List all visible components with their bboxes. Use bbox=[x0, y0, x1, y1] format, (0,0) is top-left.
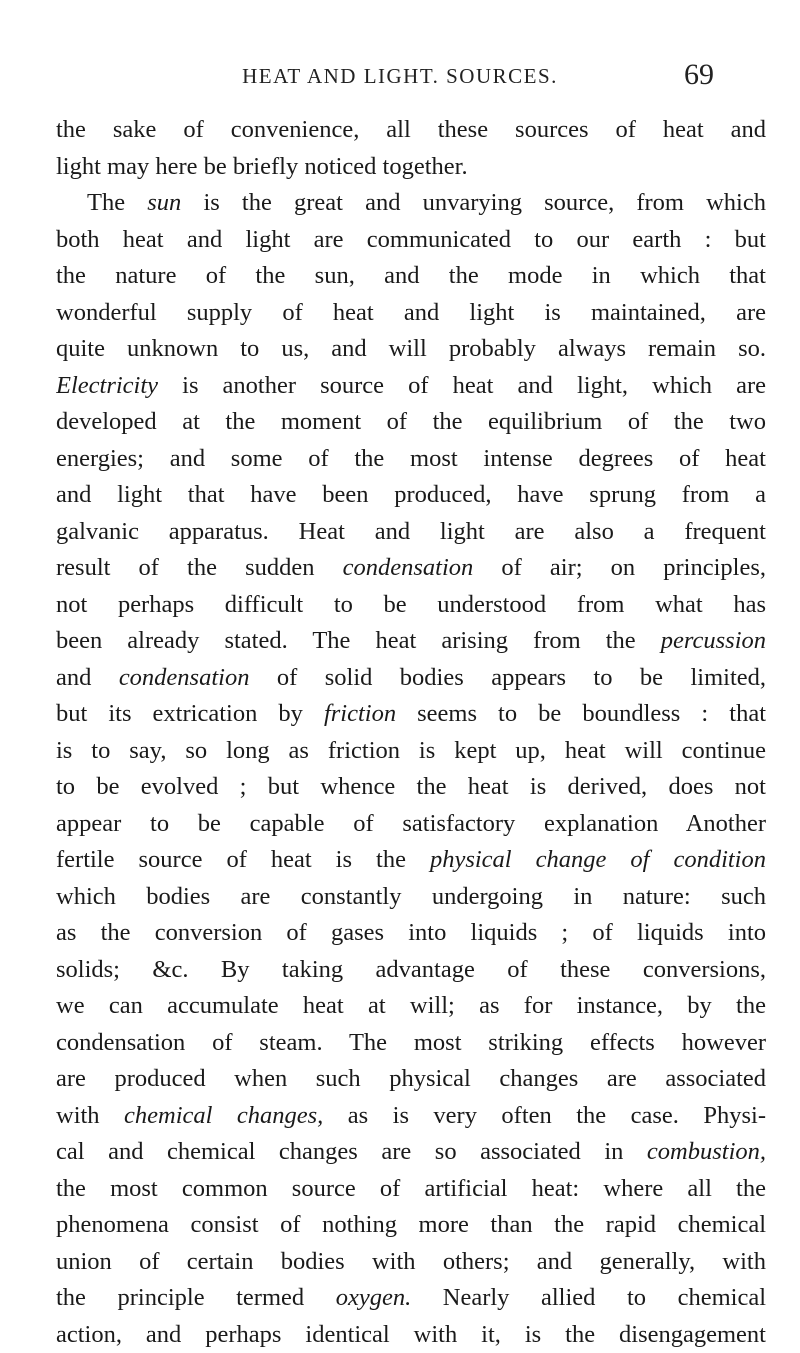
running-head bbox=[0, 58, 800, 98]
text-segment: appear to be capable of satisfactory explanation Another bbox=[56, 810, 766, 837]
text-segment: cal and chemical changes are so associated in bbox=[56, 1138, 647, 1165]
text-line bbox=[56, 806, 766, 843]
text-segment: The bbox=[87, 189, 147, 216]
text-line bbox=[56, 842, 766, 879]
text-line bbox=[56, 1207, 766, 1244]
italic-term: condensation bbox=[119, 664, 250, 691]
text-segment: action, and perhaps identical with it, is the disengagement bbox=[56, 1321, 766, 1348]
text-segment: been already stated. The heat arising from the bbox=[56, 627, 661, 654]
text-segment: and bbox=[56, 664, 119, 691]
text-segment: union of certain bodies with others; and generally, with bbox=[56, 1248, 766, 1275]
text-line bbox=[56, 441, 766, 478]
text-segment: solids; &c. By taking advantage of these conversions, bbox=[56, 956, 766, 983]
body-text bbox=[56, 112, 766, 1353]
text-line bbox=[56, 915, 766, 952]
italic-term: physical change of condition bbox=[430, 846, 766, 873]
text-line bbox=[56, 1171, 766, 1208]
text-line bbox=[56, 222, 766, 259]
text-segment: we can accumulate heat at will; as for instance, by the bbox=[56, 992, 766, 1019]
text-segment: light may here be briefly noticed together. bbox=[56, 153, 468, 180]
text-segment: as the conversion of gases into liquids ; of liquids into bbox=[56, 919, 766, 946]
italic-term: oxygen. bbox=[336, 1284, 412, 1311]
text-segment: is to say, so long as friction is kept up, heat will continue bbox=[56, 737, 766, 764]
text-line bbox=[56, 477, 766, 514]
italic-term: combustion, bbox=[647, 1138, 766, 1165]
page-number: 69 bbox=[684, 58, 714, 92]
text-segment: both heat and light are communicated to our earth : but bbox=[56, 226, 766, 253]
text-line bbox=[56, 404, 766, 441]
text-segment: fertile source of heat is the bbox=[56, 846, 430, 873]
italic-term: friction bbox=[324, 700, 396, 727]
text-line bbox=[56, 1061, 766, 1098]
italic-term: Electricity bbox=[56, 372, 158, 399]
text-line bbox=[56, 514, 766, 551]
text-line bbox=[56, 1025, 766, 1062]
text-line bbox=[56, 550, 766, 587]
text-line bbox=[56, 1098, 766, 1135]
italic-term: condensation bbox=[343, 554, 474, 581]
text-segment: condensation of steam. The most striking effects however bbox=[56, 1029, 766, 1056]
text-segment: the nature of the sun, and the mode in which that bbox=[56, 262, 766, 289]
text-segment: Nearly allied to chemical bbox=[411, 1284, 766, 1311]
text-segment: quite unknown to us, and will probably always remain so. bbox=[56, 335, 766, 362]
text-segment: of air; on principles, bbox=[473, 554, 766, 581]
text-segment: the most common source of artificial heat: where all the bbox=[56, 1175, 766, 1202]
text-segment: is another source of heat and light, which are bbox=[158, 372, 766, 399]
text-line bbox=[56, 1134, 766, 1171]
text-segment: wonderful supply of heat and light is maintained, are bbox=[56, 299, 766, 326]
text-segment: not perhaps difficult to be understood from what has bbox=[56, 591, 766, 618]
italic-term: sun bbox=[147, 189, 181, 216]
text-line bbox=[56, 258, 766, 295]
text-line bbox=[56, 295, 766, 332]
italic-term: chemical changes, bbox=[124, 1102, 323, 1129]
text-line bbox=[56, 988, 766, 1025]
text-segment: with bbox=[56, 1102, 124, 1129]
text-segment: and light that have been produced, have sprung from a bbox=[56, 481, 766, 508]
text-segment: but its extrication by bbox=[56, 700, 324, 727]
text-segment: to be evolved ; but whence the heat is derived, does not bbox=[56, 773, 766, 800]
text-line bbox=[56, 1317, 766, 1353]
text-line bbox=[56, 879, 766, 916]
text-segment: the sake of convenience, all these sources of heat and bbox=[56, 116, 766, 143]
text-line bbox=[56, 587, 766, 624]
text-segment: the principle termed bbox=[56, 1284, 336, 1311]
text-segment: is the great and unvarying source, from which bbox=[181, 189, 766, 216]
text-line bbox=[56, 952, 766, 989]
text-line bbox=[56, 623, 766, 660]
text-line bbox=[56, 696, 766, 733]
text-segment: result of the sudden bbox=[56, 554, 343, 581]
text-segment: of solid bodies appears to be limited, bbox=[249, 664, 766, 691]
text-segment: as is very often the case. Physi- bbox=[323, 1102, 766, 1129]
text-segment: energies; and some of the most intense degrees of heat bbox=[56, 445, 766, 472]
text-line bbox=[56, 149, 766, 186]
text-segment: galvanic apparatus. Heat and light are also a frequent bbox=[56, 518, 766, 545]
text-line bbox=[56, 660, 766, 697]
text-segment: seems to be boundless : that bbox=[396, 700, 766, 727]
text-segment: are produced when such physical changes are associated bbox=[56, 1065, 766, 1092]
text-line bbox=[56, 769, 766, 806]
text-line bbox=[56, 368, 766, 405]
running-title: HEAT AND LIGHT. SOURCES. bbox=[0, 64, 800, 89]
text-line bbox=[56, 733, 766, 770]
text-line bbox=[56, 1280, 766, 1317]
text-segment: developed at the moment of the equilibrium of the two bbox=[56, 408, 766, 435]
text-line bbox=[56, 185, 766, 222]
text-line bbox=[56, 331, 766, 368]
text-segment: which bodies are constantly undergoing in nature: such bbox=[56, 883, 766, 910]
italic-term: percussion bbox=[661, 627, 766, 654]
text-line bbox=[56, 1244, 766, 1281]
text-segment: phenomena consist of nothing more than the rapid chemical bbox=[56, 1211, 766, 1238]
text-line bbox=[56, 112, 766, 149]
